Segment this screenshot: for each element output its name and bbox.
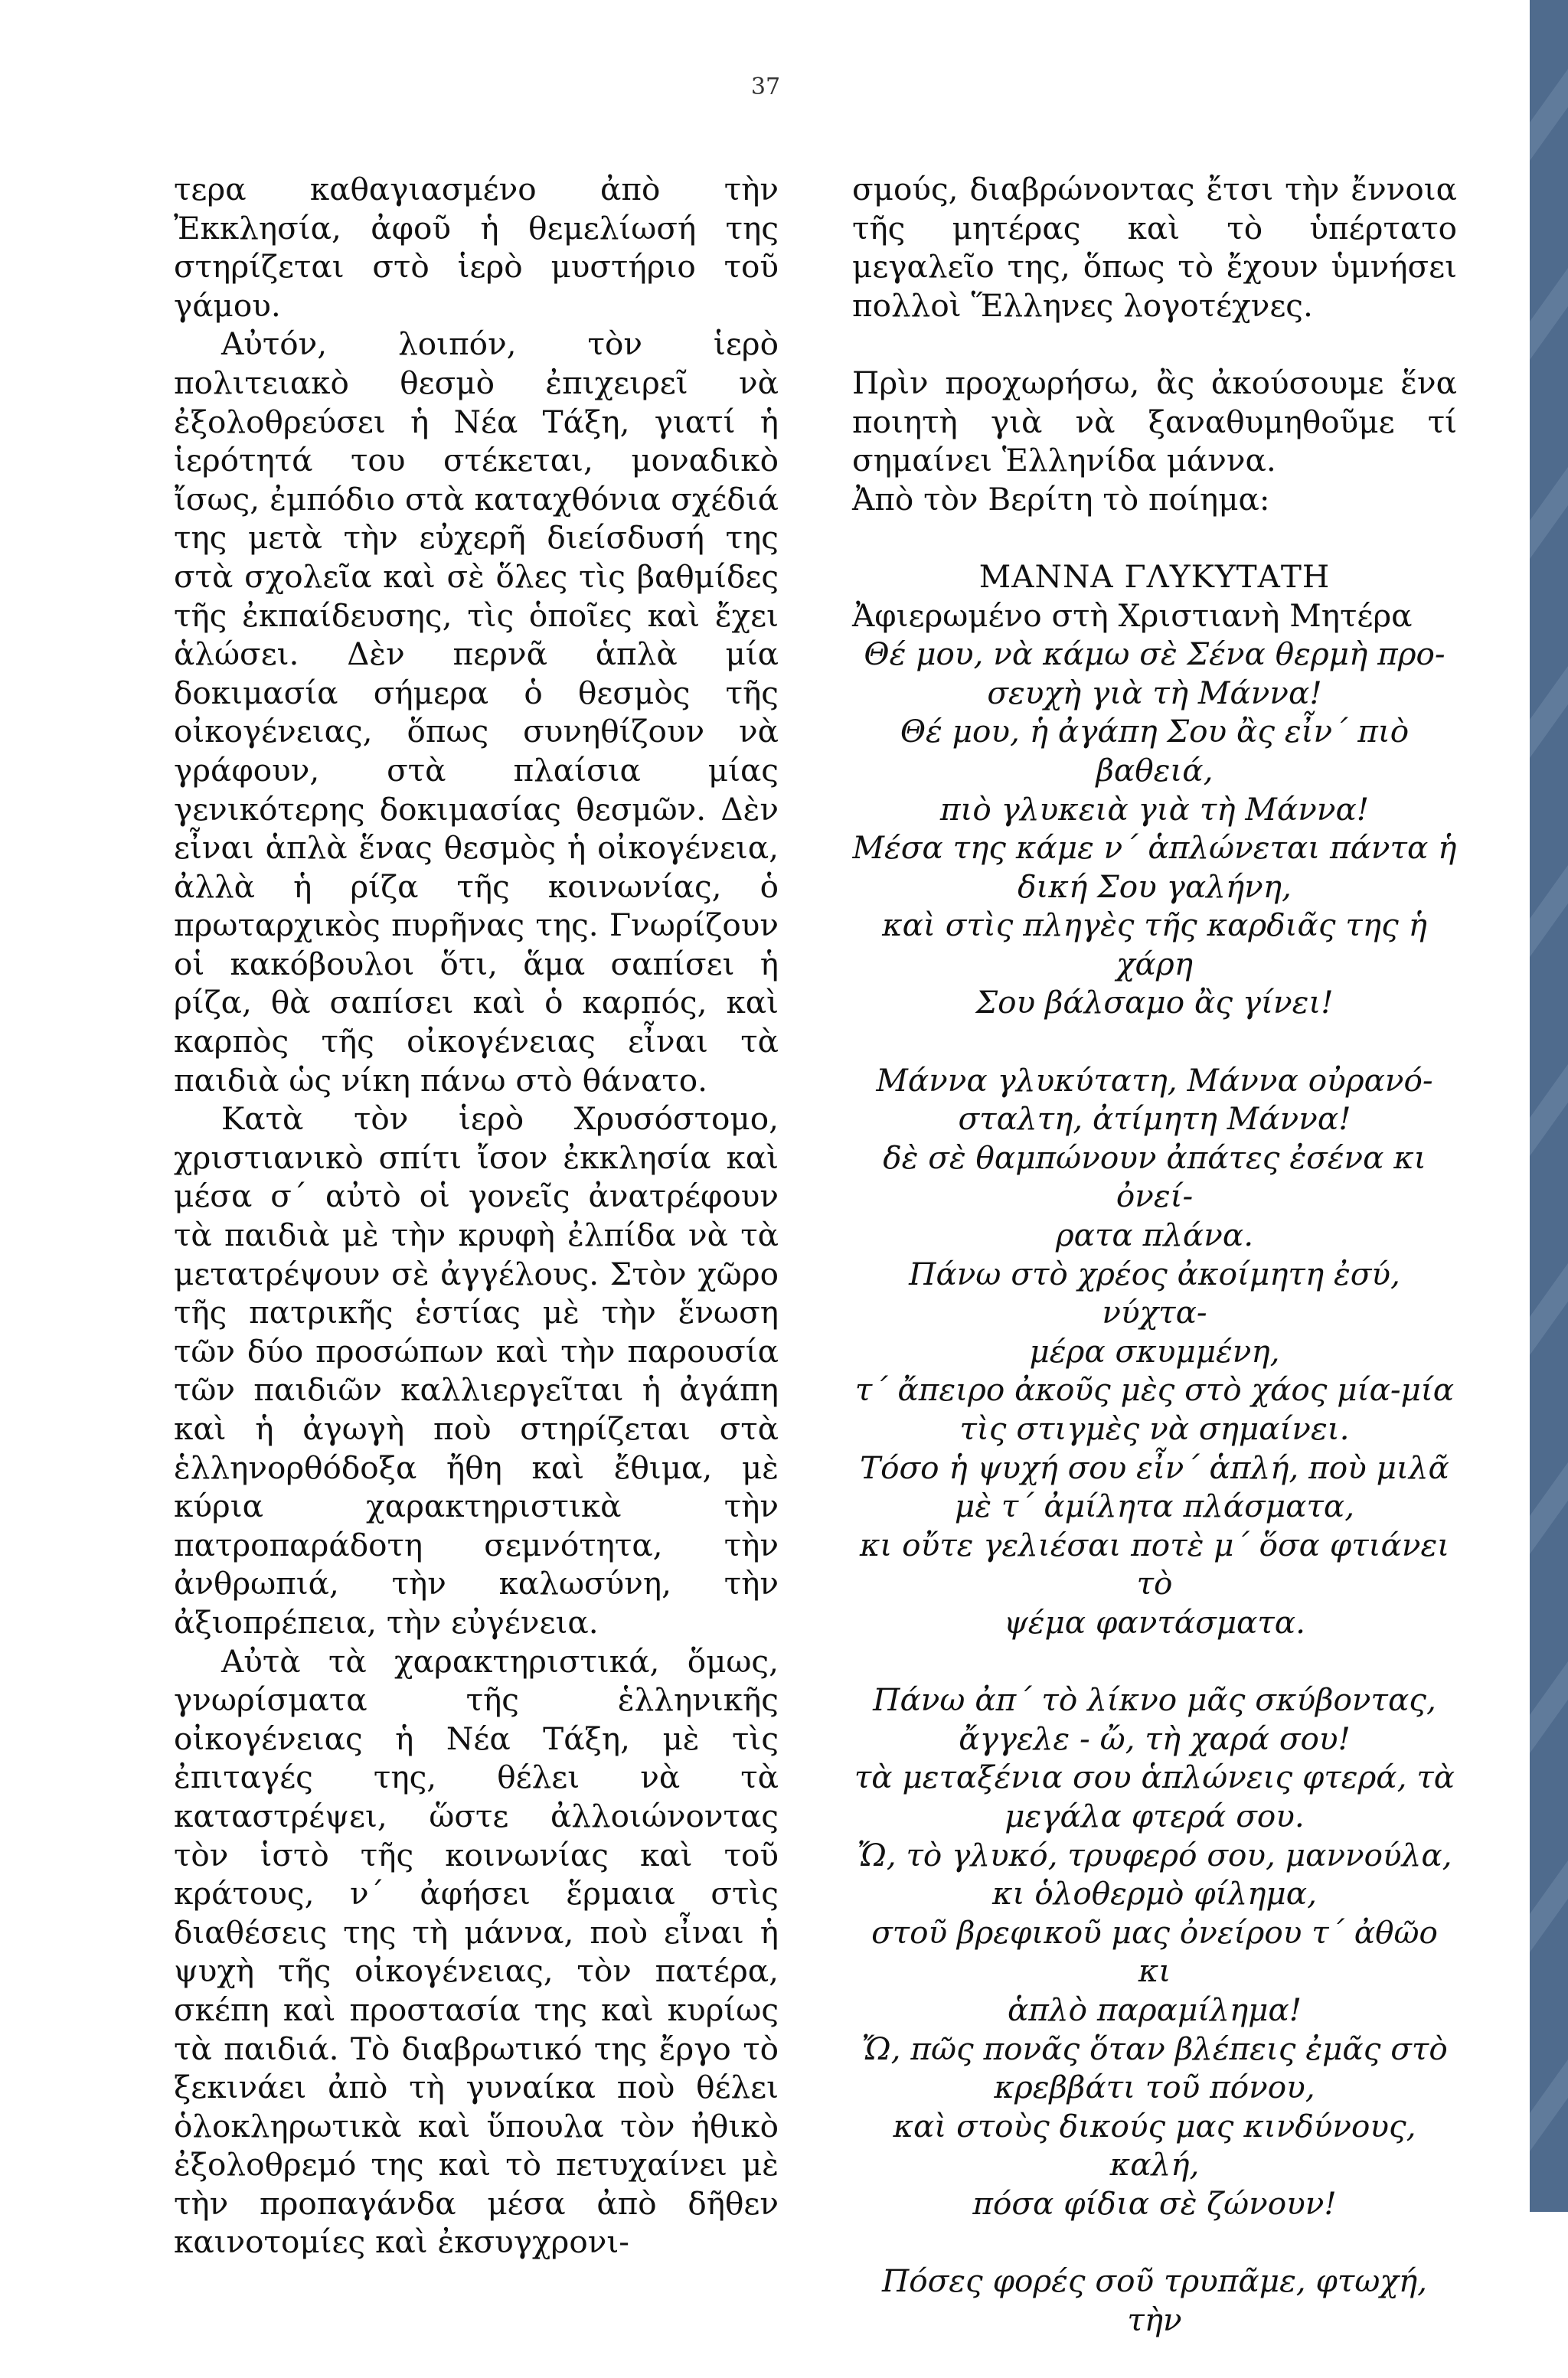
poem-line: τὰ μεταξένια σου ἁπλώνεις φτερά, τὰ (854, 1759, 1455, 1796)
poem-source-line: Ἀπὸ τὸν Βερίτη τὸ ποίημα: (852, 480, 1270, 518)
poem-line: τὶς στιγμὲς νὰ σημαίνει. (959, 1410, 1350, 1447)
sidebar-stripe (1530, 2060, 1568, 2151)
poem-line: Τόσο ἡ ψυχή σου εἶν΄ ἁπλή, ποὺ μιλᾶ (860, 1449, 1449, 1486)
left-paragraph: τερα καθαγιασμένο ἀπὸ τὴν Ἐκκλησία, ἀφοῦ ἡ θεμελίωσή της στηρίζεται στὸ ἱερὸ μυστήριο τοῦ γάμου. (174, 171, 779, 324)
poem-line: πόσα φίδια σὲ ζώνουν! (972, 2184, 1337, 2222)
poem-line: ψέμα φαντάσματα. (1003, 1603, 1306, 1641)
poem-line: καὶ στοὺς δικούς μας κινδύνους, καλή, (893, 2107, 1416, 2184)
poem-line: Μέσα της κάμε ν΄ ἁπλώνεται πάντα ἡ (852, 829, 1457, 867)
left-paragraph: Αὐτόν, λοιπόν, τὸν ἱερὸ πολιτειακὸ θεσμὸ ἐπιχειρεῖ νὰ ἐξολοθρεύσει ἡ Νέα Τάξη, γιατί ἡ ἱερότητά του στέκεται, μοναδικὸ ἴσως, ἐμπόδιο στὰ καταχθόνια σχέδιά της μετὰ τὴν εὐχερῆ διείσδυσή της στὰ σχολεῖα καὶ σὲ ὅλες τὶς βαθμίδες τῆς ἐκπαίδευσης, τὶς ὁποῖες καὶ ἔχει ἁλώσει. Δὲν περνᾶ ἁπλὰ μία δοκιμασία σήμερα ὁ θεσμὸς τῆς οἰκογένειας, ὅπως συνηθίζουν νὰ γράφουν, στὰ πλαίσια μίας γενικότερης δοκιμασίας θεσμῶν. Δὲν εἶναι ἁπλὰ ἕνας θεσμὸς ἡ οἰκογένεια, ἀλλὰ ἡ ρίζα τῆς κοινωνίας, ὁ πρωταρχικὸς πυρῆνας της. Γνωρίζουν οἱ κακόβουλοι ὅτι, ἅμα σαπίσει ἡ ρίζα, θὰ σαπίσει καὶ ὁ καρπός, καὶ καρπὸς τῆς οἰκογένειας εἶναι τὰ παιδιὰ ὡς νίκη πάνω στὸ θάνατο. (174, 325, 779, 1099)
sidebar-stripe (1530, 1462, 1568, 1554)
poem-line: σευχὴ γιὰ τὴ Μάννα! (987, 674, 1322, 711)
sidebar-stripe (1530, 666, 1568, 758)
poem-line: κρεββάτι τοῦ πόνου, (994, 2069, 1315, 2106)
poem-line: στοῦ βρεφικοῦ μας ὀνείρου τ΄ ἀθῶο κι (871, 1913, 1438, 1990)
page-number: 37 (750, 73, 781, 100)
poem-line: δὲ σὲ θαμπώνουν ἀπάτες ἐσένα κι ὀνεί- (883, 1138, 1426, 1215)
left-paragraph: Αὐτὰ τὰ χαρακτηριστικά, ὅμως, γνωρίσματα τῆς ἑλληνικῆς οἰκογένειας ἡ Νέα Τάξη, μὲ τὶς ἐπιταγές της, θέλει νὰ τὰ καταστρέψει, ὥστε ἀλλοιώνοντας τὸν ἱστὸ τῆς κοινωνίας καὶ τοῦ κράτους, ν΄ ἀφήσει ἕρμαια στὶς διαθέσεις της τὴ μάννα, ποὺ εἶναι ἡ ψυχὴ τῆς οἰκογένειας, τὸν πατέρα, σκέπη καὶ προστασία της καὶ κυρίως τὰ παιδιά. Τὸ διαβρωτικό της ἔργο τὸ ξεκινάει ἀπὸ τὴ γυναίκα ποὺ θέλει ὁλοκληρωτικὰ καὶ ὕπουλα τὸν ἠθικὸ ἐξολοθρεμό της καὶ τὸ πετυχαίνει μὲ τὴν προπαγάνδα μέσα ἀπὸ δῆθεν καινοτομίες καὶ ἐκσυγχρονι- (174, 1642, 779, 2261)
poem-stanza (852, 635, 1457, 1022)
poem-line: κι οὔτε γελιέσαι ποτὲ μ΄ ὅσα φτιάνει τὸ (859, 1526, 1450, 1602)
sidebar-stripe (1530, 865, 1568, 957)
poem-line: σταλτη, ἀτίμητη Μάννα! (958, 1100, 1351, 1138)
poem-line: Θέ μου, ἡ ἀγάπη Σου ἂς εἶν΄ πιὸ βαθειά, (900, 713, 1410, 789)
poem-line: πιὸ γλυκειὰ γιὰ τὴ Μάννα! (939, 790, 1370, 828)
poem-line: Ὤ, τὸ γλυκό, τρυφερό σου, μαννούλα, (857, 1836, 1452, 1873)
sidebar-stripe (1530, 69, 1568, 161)
sidebar-stripe (1530, 1263, 1568, 1355)
sidebar-stripe (1530, 1661, 1568, 1753)
poem-line: ἄγγελε - ὤ, τὴ χαρά σου! (959, 1720, 1351, 1757)
poem-line: Πάνω ἀπ΄ τὸ λίκνο μᾶς σκύβοντας, (873, 1681, 1436, 1719)
intro-paragraph: Πρὶν προχωρήσω, ἂς ἀκούσουμε ἕνα ποιητὴ γιὰ νὰ ξαναθυμηθοῦμε τί σημαίνει Ἑλληνίδα μάννα. (852, 364, 1457, 479)
poem-dedication: Ἀφιερωμένο στὴ Χριστιανὴ Μητέρα (852, 596, 1413, 634)
poem-line: τ΄ ἄπειρο ἀκοῦς μὲς στὸ χάος μία-μία (854, 1371, 1455, 1409)
poem-title: ΜΑΝΝΑ ΓΛΥΚΥΤΑΤΗ (978, 557, 1331, 595)
poem-line: μὲ τ΄ ἀμίλητα πλάσματα, (954, 1488, 1355, 1525)
poem-line: Σου βάλσαμο ἂς γίνει! (975, 984, 1334, 1021)
poem-stanza (852, 1061, 1457, 1642)
right-column (852, 170, 1457, 2378)
sidebar-stripes-decoration (1530, 0, 1568, 2212)
poem-line: μέρα σκυμμένη, (1029, 1332, 1280, 1370)
sidebar-stripe (1530, 1860, 1568, 1952)
poem-line: Θέ μου, νὰ κάμω σὲ Σένα θερμὴ προ- (864, 635, 1446, 673)
poem-line: κι ὁλοθερμὸ φίλημα, (992, 1875, 1317, 1913)
left-column (174, 170, 779, 2262)
poem-line: Ὤ, πῶς πονᾶς ὅταν βλέπεις ἐμᾶς στὸ (861, 2030, 1448, 2067)
poem-line: μεγάλα φτερά σου. (1004, 1797, 1305, 1834)
sidebar-stripe (1530, 467, 1568, 559)
sidebar-stripe (1530, 268, 1568, 360)
poem-line: δική Σου γαλήνη, (1018, 867, 1292, 905)
sidebar-stripe (1530, 1064, 1568, 1156)
intro-paragraph: σμούς, διαβρώνοντας ἔτσι τὴν ἔννοια τῆς μητέρας καὶ τὸ ὑπέρτατο μεγαλεῖο της, ὅπως τὸ ἔχουν ὑμνήσει πολλοὶ Ἕλληνες λογοτέχνες. (852, 171, 1457, 324)
poem-line: Μάννα γλυκύτατη, Μάννα οὐρανό- (876, 1061, 1433, 1099)
poem-body (852, 635, 1457, 2339)
poem-stanza (852, 1681, 1457, 2223)
poem-line: ρατα πλάνα. (1055, 1217, 1254, 1254)
decorative-sidebar (1530, 0, 1568, 2212)
poem-stanza (852, 2262, 1457, 2339)
poem-line: Πόσες φορές σοῦ τρυπᾶμε, φτωχή, τὴν (881, 2262, 1428, 2338)
poem-line: καὶ στὶς πληγὲς τῆς καρδιᾶς της ἡ χάρη (882, 906, 1427, 982)
poem-line: Πάνω στὸ χρέος ἀκοίμητη ἐσύ, νύχτα- (909, 1255, 1400, 1331)
left-paragraph: Κατὰ τὸν ἱερὸ Χρυσόστομο, χριστιανικὸ σπίτι ἴσον ἐκκλησία καὶ μέσα σ΄ αὐτὸ οἱ γονεῖς ἀνατρέφουν τὰ παιδιὰ μὲ τὴν κρυφὴ ἐλπίδα νὰ τὰ μετατρέψουν σὲ ἀγγέλους. Στὸν χῶρο τῆς πατρικῆς ἑστίας μὲ τὴν ἕνωση τῶν δύο προσώπων καὶ τὴν παρουσία τῶν παιδιῶν καλλιεργεῖται ἡ ἀγάπη καὶ ἡ ἀγωγὴ ποὺ στηρίζεται στὰ ἑλληνορθόδοξα ἤθη καὶ ἔθιμα, μὲ κύρια χαρακτηριστικὰ τὴν πατροπαράδοτη σεμνότητα, τὴν ἀνθρωπιά, τὴν καλωσύνη, τὴν ἀξιοπρέπεια, τὴν εὐγένεια. (174, 1100, 779, 1641)
poem-line: ἁπλὸ παραμίλημα! (1007, 1991, 1302, 2028)
